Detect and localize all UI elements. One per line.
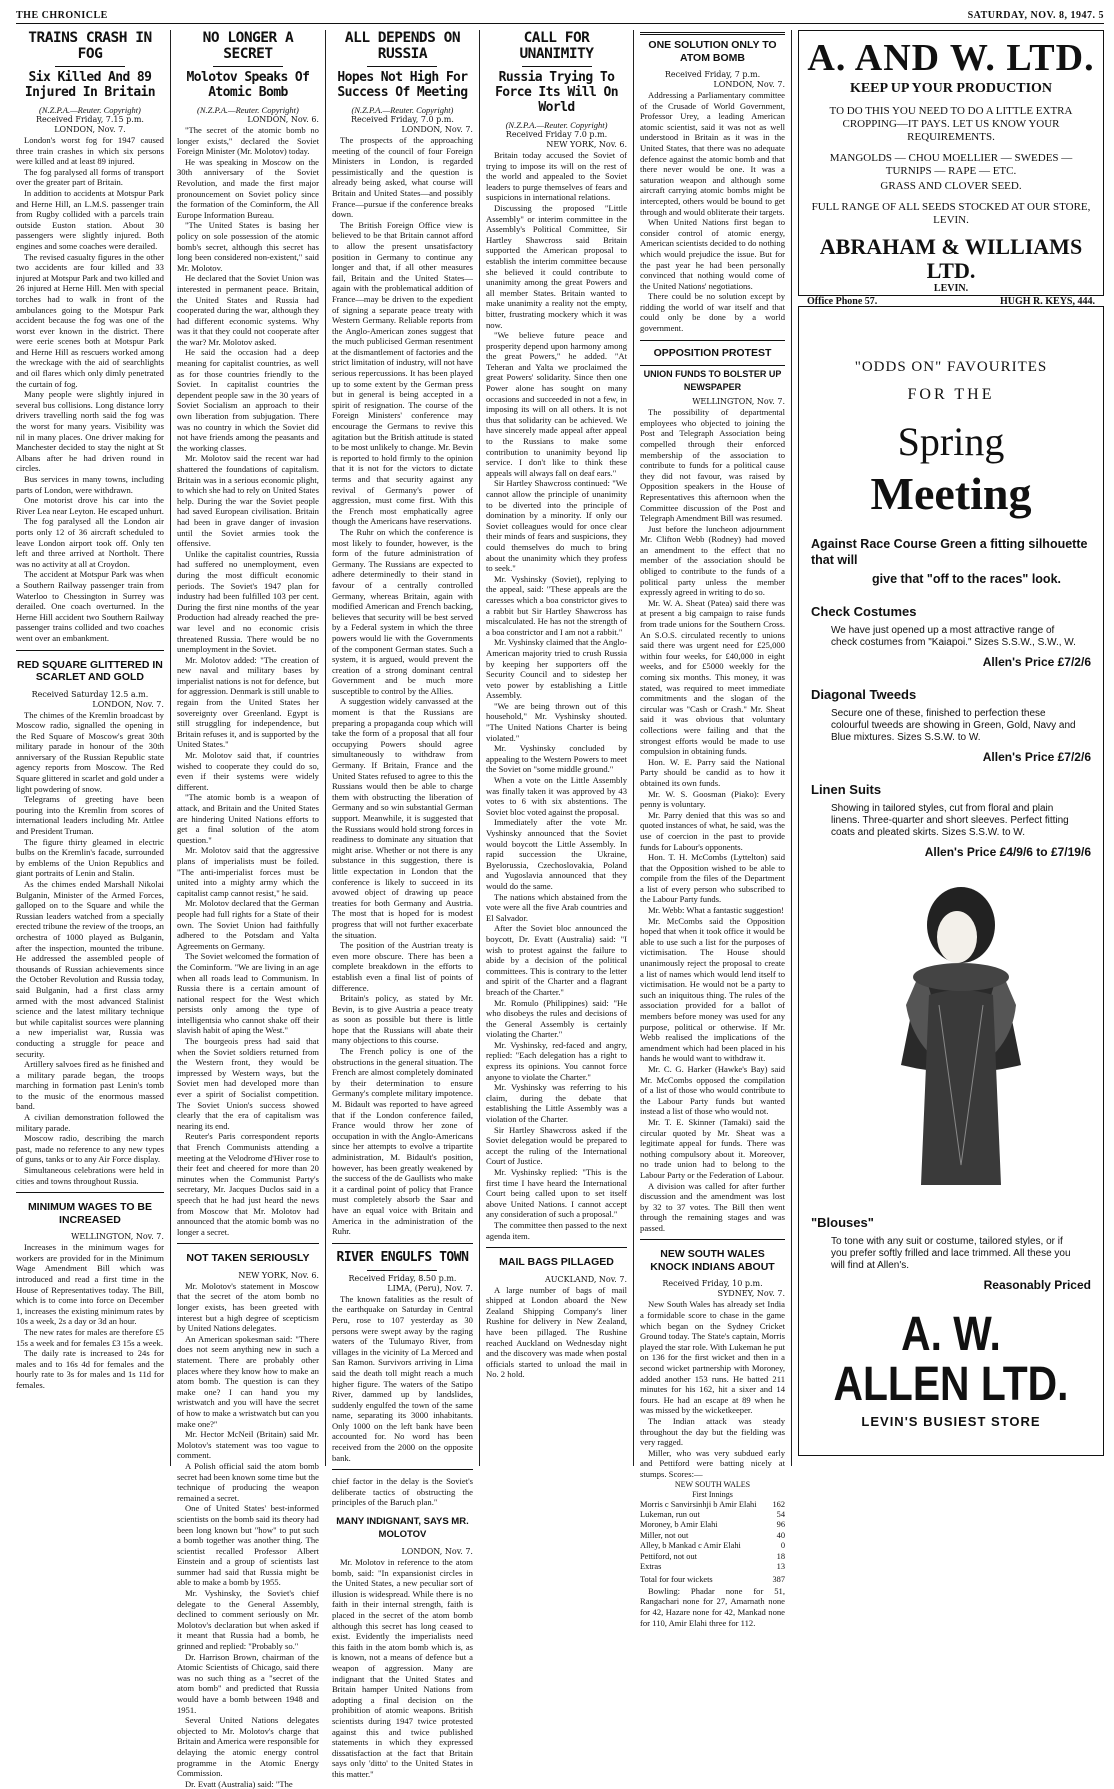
fashion-illustration (811, 865, 1091, 1215)
paragraph: Mr. C. G. Harker (Hawke's Bay) said Mr. McCombs opposed the compilation of a list of those who would contribute to the Labour Party funds but wanted instead a list of those who would not. (640, 1063, 785, 1117)
paragraph: "The United States is basing her policy on sole possession of the atomic bomb's secret, although this secret has long been considered non-existent," said Mr. Molotov. (176, 220, 319, 273)
column-2 (171, 30, 326, 1789)
dateline: LONDON, Nov. 6. (247, 115, 319, 124)
paragraph: Mr. Molotov said that the aggressive plans of imperialists must be foiled. "The anti-imperialist forces must be united into a mighty army which the capitalist camp cannot resist," he said. (176, 845, 319, 898)
paragraph: Moscow radio, describing the march past, made no reference to any new types of guns, tanks or to any Air Force display. (16, 1133, 164, 1165)
paragraph: Unlike the capitalist countries, Russia had suffered no unemployment, even during the most difficult economic periods. The Soviet's 1947 plan for industry had been fulfilled 103 per cent. During the first nine months of the year Production had already reached the pre-war level and no economic crisis threatened Russia. There would be no unemployment in the Soviet. (176, 548, 319, 655)
subhead: RIVER ENGULFS TOWN (336, 1249, 469, 1265)
deck: Hopes Not High For Success Of Meeting (337, 70, 468, 100)
paragraph: A Polish official said the atom bomb secret had been known some time but the technique of producing the weapon remained a secret. (176, 1460, 319, 1503)
ad-brand: A. AND W. LTD. (807, 37, 1095, 79)
paragraph: A civilian demonstration followed the military parade. (16, 1112, 164, 1133)
paragraph: Mr. Molotov added: "The creation of new naval and military bases by imperialist nations is not for defence, but for aggression. Denmark is still unable to regain from the United States her sovereignty over Greenland. Egypt is still struggling for independence, but Britain refuses it, and is supported by the United States." (176, 654, 319, 750)
article-body (177, 125, 319, 1237)
divider (16, 650, 164, 651)
scorecard-total (640, 1575, 785, 1585)
paragraph: When a vote on the Little Assembly was finally taken it was approved by 43 votes to 6 with six abstentions. The Soviet bloc voted against the proposal. (485, 775, 628, 817)
column-4 (480, 30, 634, 1466)
article-body (177, 1281, 319, 1789)
dateline: SYDNEY, Nov. 7. (717, 1289, 785, 1299)
paragraph: An American spokesman said: "There does not seem anything new in such a statement. There are probably other places where they know how to make an atom bomb. The question is can they make one? I can hand you my wristwatch and you will have the secret of how to make a wristwatch but can you make one?" (176, 1333, 319, 1429)
batsman: Alley, b Mankad c Amir Elahi (640, 1541, 741, 1551)
paragraph: Mr. T. E. Skinner (Tamaki) said the circular quoted by Mr. Sheat was a legitimate appeal for funds. There was nothing compulsory about it. Moreover, no trade union had to belong to the Labour Party or the Federation of Labour. (640, 1116, 785, 1180)
scorecard-row (640, 1510, 785, 1520)
column-1 (16, 30, 171, 1466)
paragraph: "The atomic bomb is a weapon of attack, and Britain and the United States are hindering United Nations efforts to get a final solution of the atom question." (176, 792, 319, 845)
headline: NO LONGER A SECRET (202, 30, 294, 62)
paragraph: The Ruhr on which the conference is most likely to founder, however, is the form of the future administration of Germany. The Russians are expected to adhere determinedly to their stand in favour of a centrally controlled Germany, whereas Britain, again with modified American and French backing, believes that security will be best served by a Federal system in which the three powers would lie with the Governments of the component German states. Such a system, it is argued, would prevent the creation of a strong dominant central Government and be much more susceptible to control by the Allies. (331, 526, 473, 696)
article-body (486, 150, 627, 1241)
paragraph: Mr. McCombs said the Opposition hoped that when it took office it would be able to use such a list for the purposes of victimisation. The House should unanimously reject the proposal to create a list of names which would lend itself to victimisation. He would not be a party to such an iniquitous thing. The rules of the association provided for a ballot of members before money was used for any purpose, political or otherwise. If Mr. Webb realised the implications of the amendment which had been placed in his hands he would want to withdraw it. (640, 915, 785, 1064)
paragraph: Discussing the proposed "Little Assembly" or interim committee in the Assembly's Political Committee, Sir Hartley Shawcross said Britain supported the American proposal to establish the interim committee because she believed it could contribute to unanimity among the great Powers and all member States. Britain wanted to make unanimity a reality not the empty, bitter, frustrating mockery which it was now. (485, 202, 628, 330)
paragraph: Mr. Vyshinsky (Soviet), replying to the appeal, said: "These appeals are the caresses which a boa constrictor gives to a rabbit but Sir Hartley Shawcross has miscalculated. He has not the strength of a boa constrictor and I am not a rabbit." (485, 573, 628, 637)
article-continuation (332, 1476, 473, 1508)
runs: 96 (776, 1520, 785, 1530)
paragraph: Increases in the minimum wages for workers are provided for in the Minimum Wage Amendment Bill which was introduced and read a first time in the House of Representatives today. The Bill, which is to come into force on December 1, increases the existing minimum rates by 10s a week, 2s a day or 3d an hour. (16, 1242, 164, 1327)
subhead: RED SQUARE GLITTERED IN SCARLET AND GOLD (17, 658, 163, 683)
paragraph: The committee then passed to the next agenda item. (485, 1219, 628, 1241)
ad-headline: "ODDS ON" FAVOURITES (854, 359, 1048, 375)
dateline: LONDON, Nov. 7. (401, 1547, 473, 1557)
received: Received Friday, 10 p.m. (662, 1279, 763, 1289)
paragraph: The prospects of the approaching meeting of the council of four Foreign Ministers in London, is regarded pessimistically and the question is already being asked, what course will Britain and United States—and possibly France—pursue if the conference breaks down. (331, 135, 473, 220)
received: Received Friday, 7.0 p.m. (351, 115, 454, 124)
received: Received Friday, 7 p.m. (664, 70, 761, 79)
paragraph: The new rates for males are therefore £5 15s a week and for females £3 15s a week. (16, 1326, 164, 1348)
paragraph: The chimes of the Kremlin broadcast by Moscow radio, signalled the opening in the Red Square of Moscow's great 30th military parade in honour of the 30th anniversary of the Russian Republic state agency reports from Moscow. The Red Square glittered in scarlet and gold under a light powdering of snow. (16, 709, 164, 794)
received: Received Friday, 7.15 p.m. (35, 115, 144, 124)
paragraph: Mr. Vyshinsky concluded by appealing to the Western Powers to meet the Soviet on "some middle ground." (485, 743, 628, 775)
runs: 162 (772, 1499, 785, 1509)
scorecard (640, 1480, 785, 1629)
ad-blouses-desc: To tone with any suit or costume, tailored styles, or if you prefer softly frilled and lace trimmed. All these you will find at Allen's. (831, 1236, 1071, 1271)
subhead: MAIL BAGS PILLAGED (499, 1256, 614, 1269)
ad-manager: HUGH R. KEYS, 444. (999, 296, 1095, 307)
ad-item-price: Allen's Price £7/2/6 (982, 750, 1091, 764)
paragraph: Mr. Vyshinsky replied: "This is the first time I have heard the International Court being called upon to set itself above United Nations. I cannot accept any consideration of such a proposal." (485, 1167, 628, 1220)
subhead: OPPOSITION PROTEST (653, 346, 772, 359)
ad-tagline-2: give that "off to the races" look. (872, 572, 1061, 586)
subhead: NEW SOUTH WALES KNOCK INDIANS ABOUT (650, 1248, 775, 1273)
ad-blouses-title: "Blouses" (811, 1215, 874, 1230)
paragraph: The possibility of departmental employees who objected to joining the Post and Telegraph Association being compelled through their enforced membership of the association to contribute to funds for a political cause they did not favour, was raised by Opposition speakers in the House of Representatives this afternoon when the Committee discussion of the Post and Telegraph Amendment Bill was resumed. (640, 407, 785, 524)
paragraph: Hon. T. H. McCombs (Lyttelton) said that the Opposition wished to be able to compile from the files of the Department a list of every person who subscribed to the Labour Party funds. (640, 852, 785, 905)
paragraph: A division was called for after further discussion and the amendment was lost by 32 to 37 votes. The Bill then went through the remaining stages and was passed. (640, 1180, 785, 1233)
divider (177, 1243, 319, 1244)
credit: (N.Z.P.A.—Reuter. Copyright) (351, 105, 454, 115)
batsman: Moroney, b Amir Elahi (640, 1520, 718, 1530)
paragraph: The bourgeois press had said that when the Soviet soldiers returned from the Western front, they would be impressed by Western ways, but the Soviet men had developed more than ever a spirit of Socialist competition. The Soviet Union's success showed clearly that the era of capitalism was nearing its end. (176, 1036, 319, 1131)
ad-item-desc: Secure one of these, finished to perfection these colourful tweeds are showing in Green, Gold, Navy and Blue mixtures. Sizes S.S.W. to W. (831, 708, 1076, 743)
deck: Russia Trying To Force Its Will On World (495, 70, 618, 115)
runs: 54 (776, 1509, 785, 1519)
batsman: Extras (640, 1562, 662, 1571)
ad-for-the: FOR THE (907, 386, 995, 403)
paragraph: Mr. Webb: What a fantastic suggestion! (648, 905, 784, 916)
paragraph: Mr. W. A. Sheat (Patea) said there was at present a big campaign to raise funds from trade unions for the Southern Cross. An S.O.S. circulated recently to unions said there was urgent need for £25,000 within four weeks, for £40,000 in eight weeks, and for £5000 weekly for the coming six months. This money, it was stated, was required to meet immediate commitments and the slogan of the circular was "Cash or Crash." Mr. Sheat said it was obvious that voluntary collections were failing and that the strongest efforts would be made to use compulsion in obtaining funds. (640, 597, 785, 757)
paragraph: Bus services in many towns, including parts of London, were withdrawn. (16, 474, 164, 495)
ad-allens (798, 306, 1104, 1456)
divider (16, 1192, 164, 1193)
ad-meeting: Meeting (870, 468, 1032, 519)
article-body (640, 90, 785, 334)
paragraph: When United Nations first began to consider control of atomic energy, American scientists decided to do nothing which would prejudice the issue. But for the past year he had been personally convinced that nothing would come of the United Nations' negotiations. (640, 217, 785, 291)
article-body (486, 1285, 627, 1380)
scorecard-row (640, 1562, 785, 1572)
subhead: NOT TAKEN SERIOUSLY (186, 1252, 310, 1265)
paragraph: The accident at Motspur Park was when a Southern Railway passenger train from Waterloo to Chessington in Surrey was derailed. One coach overturned. In the Herne Hill accident two Southern Railway passenger trains collided and two coaches went over an embankment. (16, 569, 164, 643)
divider (640, 340, 785, 341)
paragraph: There could be no solution except by ridding the world of war itself and that could only be done by a world government. (640, 291, 785, 334)
divider (640, 32, 785, 35)
paragraph: Reuter's Paris correspondent reports that French Communists attending a meeting at the Velodrome d'Hiver rose to their feet and cheered for more than 20 minutes when the Communist Party's secretary, Mr. Jacques Duclos said in a speech that he had just heard the news from Moscow that Mr. Molotov had announced that the atomic bomb was no longer a secret. (176, 1131, 319, 1237)
divider (213, 66, 283, 67)
paragraph: Just before the luncheon adjournment Mr. Clifton Webb (Rodney) had moved an amendment to the effect that no member of the association should be obliged to contribute to the funds of a political party unless the member expressly agreed in writing to do so. (640, 523, 785, 598)
paragraph: The known fatalities as the result of the earthquake on Saturday in Central Peru, rose to 107 yesterday as 30 persons were swept away by the raging waters of the Tulumayo River, from villages in the vicinity of La Merced and San Ramon. Survivors arriving in Lima said the death toll might reach a much higher figure. The waters of the Satipo River, dammed up by landslides, suddenly engulfed the town of the same name, separating its 3000 inhabitants. Only 1000 on the left bank have been accounted for. No word has been received from the 2000 on the opposite bank. (331, 1293, 473, 1463)
subhead: MANY INDIGNANT, SAYS MR. MOLOTOV (336, 1516, 469, 1540)
paragraph: Several United Nations delegates objected to Mr. Molotov's charge that Britain and America were responsible for delaying the atomic energy control programme in the Atomic Energy Commission. (176, 1715, 319, 1779)
headline: CALL FOR UNANIMITY (519, 30, 594, 62)
batsman: Lukeman, run out (640, 1509, 700, 1519)
ad-blouses-price: Reasonably Priced (983, 1278, 1091, 1292)
dateline: NEW YORK, Nov. 6. (238, 1270, 319, 1280)
batsman: Pettiford, not out (640, 1551, 698, 1561)
paragraph: Mr. Molotov declared that the German people had full rights for a State of their own. The Soviet Union had faithfully adhered to the Potsdam and Yalta Agreements on Germany. (176, 898, 319, 951)
paragraph: Dr. Harrison Brown, chairman of the Atomic Scientists of Chicago, said there was no such thing as a "secret of the atom bomb" and predicted that Russia would have a bomb between 1948 and 1951. (176, 1651, 319, 1715)
article-body (640, 407, 785, 1233)
columns (16, 30, 1104, 1789)
paragraph: Many people were slightly injured in several bus collisions. Long distance lorry drivers travelling north said the fog was the worst for many years. Visibility was nil in many places. One driver making for Manchester decided to stay the night at St Albans after he had driven round in circles. (16, 389, 164, 474)
paragraph: Mr. Parry denied that this was so and quoted instances of what, he said, was the use of coercion in the past to provide funds for Labour's opponents. (640, 809, 785, 852)
paragraph: London's worst fog for 1947 caused three train crashes in which six persons were killed and at least 89 injured. (16, 135, 164, 167)
paragraph: After the Soviet bloc announced the boycott, Dr. Evatt (Australia) said: "I wish to protest against the failure to abide by a decision of the political committees. This is contrary to the letter and spirit of the Charter and a flagrant breach of the Charter." (485, 923, 628, 997)
divider (55, 66, 125, 67)
dateline: LONDON, Nov. 7. (713, 80, 785, 89)
scorecard-rows (640, 1500, 785, 1573)
scorecard-title: NEW SOUTH WALES (674, 1479, 751, 1489)
ad-item-title: Diagonal Tweeds (811, 687, 917, 702)
subhead: MINIMUM WAGES TO BE INCREASED (27, 1201, 152, 1226)
paragraph: One of United States' best-informed scientists on the bomb said its theory had been long known but "how" to put such a bomb together was another thing. The scientist recalled Professor Albert Einstein and a group of scientists last summer had said that Russia might be able to make a bomb by 1955. (176, 1503, 319, 1588)
paragraph: He declared that the Soviet Union was interested in permanent peace. Britain, the United States and Russia had cooperated during the war, although they had different economic systems. Why was it that they could not cooperate after the war? Mr. Molotov asked. (176, 273, 319, 347)
scorecard-row (640, 1500, 785, 1510)
ad-item-price: Allen's Price £4/9/6 to £7/19/6 (924, 845, 1091, 859)
dateline: WELLINGTON, Nov. 7. (71, 1232, 164, 1242)
dateline: LONDON, Nov. 7. (92, 699, 164, 709)
paragraph: Mr. Vyshinsky, the Soviet's chief delegate to the General Assembly, declined to comment seriously on Mr. Molotov's declaration but when asked if it meant that Russia had a bomb, he grinned and replied: "Probably so." (176, 1588, 319, 1652)
paragraph: Mr. Romulo (Philippines) said: "He who disobeys the rules and decisions of the General Assembly is certainly violating the Charter." (485, 997, 628, 1040)
ad-spring: Spring (897, 419, 1005, 464)
ad-item-desc: We have just opened up a most attractive range of check costumes from "Kaiapoi." Sizes S.S.W., S.W., W. (831, 625, 1076, 648)
paragraph: Artillery salvoes fired as he finished and a military parade began, the troops marching in formation past Lenin's tomb to the music of the enormous massed band. (16, 1059, 164, 1112)
paragraph: Mr. Vyshinsky was referring to his claim, during the debate that establishing the Little Assembly was a violation of the Charter. (485, 1082, 628, 1125)
batsman: Miller, not out (640, 1530, 689, 1540)
paragraph: Mr. Vyshinsky, red-faced and angry, replied: "Each delegation has a right to express its opinions. You cannot force anyone to violate the Charter." (485, 1039, 628, 1082)
paragraph: Mr. Molotov said the recent war had shattered the foundations of capitalism. Britain was in a serious economic plight, to which she had to rely on United States help. During the war the Soviet people had saved European civilisation. Britain had been in grave danger of invasion until the Soviet armies took the offensive. (176, 453, 319, 549)
received: Received Saturday 12.5 a.m. (31, 689, 149, 699)
ad-item-desc: Showing in tailored styles, cut from floral and plain linens. Three-quarter and short sleeves. Perfect fitting coats and pleated skirts. Sizes S.S.W. to W. (831, 803, 1069, 838)
scorecard-subtitle: First Innings (692, 1489, 733, 1499)
dateline: NEW YORK, Nov. 6. (546, 140, 628, 149)
ad-text: GRASS AND CLOVER SEED. (880, 180, 1022, 192)
article-body (332, 1557, 473, 1779)
runs: 40 (776, 1530, 785, 1540)
paragraph: Hon. W. E. Parry said the National Party should be candid as to how it obtained its own funds. (640, 756, 785, 788)
paragraph: He said the occasion had a deep meaning for capitalist countries, as well as for those countries friendly to the Soviet. In capitalist countries the dependent people saw in the 30 years of Soviet Socialism an approach to their own liberation from subjugation. There was no country in which the Soviet did not have friends among the peasants and the working classes. (176, 347, 319, 453)
article-body (16, 710, 164, 1187)
ad-phone: Office Phone 57. (807, 296, 878, 307)
article-body (16, 1242, 164, 1390)
paragraph: Addressing a Parliamentary committee of the Crusade of World Government, Professor Urey, a leading American atomic scientist, said it was not as well understood in Britain as it was in the United States, that there was no adequate defence against the atomic bomb and that there never would be one. It was a saturation weapon and although some aircraft carrying atomic bombs might be intercepted, others would be bound to get through and would obliterate their targets. (640, 90, 785, 217)
paragraph: A suggestion widely canvassed at the moment is that the Russians are preparing a propaganda coup which will take the form of a proposal that all four occupying Powers should agree simultaneously to withdraw from Germany. If Britain, France and the United States refused to agree to this the Russians would then be able to charge them with obstructing the liberation of Germany and so win substantial German support. Meanwhile, it is suggested that the Russians would hold strong forces in readiness to dominate any situation that might arise. Whether or not there is any substance in this suggestion, there is little expectation in London that the conference is likely to succeed in its avowed object of drawing up peace treaties for both Germany and Austria. The most that is hoped for is modest progress that will not further exacerbate the situation. (331, 696, 473, 940)
article-body (16, 135, 164, 644)
ad-item-title: Linen Suits (811, 782, 882, 797)
paragraph: As the chimes ended Marshall Nikolai Bulganin, Minister of the Armed Forces, galloped on to the Square and while the Russian leaders watched from a specially erected tribune the review of the troops, an orchestra of 1000 played as Bulganin, after the inspection, mounted the tribune. He addressed the assembled people of thousands of Russian achievements since the October Revolution and Russia today, said Bulganin, had a first class army armed with the most advanced Stalinist science and the latest military technique but while capitalist sources were planning a new imperialist war, Russia was conducting a struggle for peace and security. (16, 879, 164, 1059)
paragraph: The French policy is one of the obstructions in the general situation. The French are almost completely dominated by their determination to ensure Germany's complete military impotence. M. Bidault was reported to have agreed that if the London conference failed, France would throw her zone of occupation in with the Anglo-Americans since her attempts to evolve a tripartite administration, M. Bidault's position, however, has been greatly weakened by the success of the de Gaullists who make it a cardinal point of policy that France must completely absorb the Saar and have an equal voice with Britain and America in the administration of the Ruhr. (331, 1046, 473, 1237)
runs: 18 (776, 1551, 785, 1561)
ad-text: TO DO THIS YOU NEED TO DO A LITTLE EXTRA CROPPING—IT PAYS. LET US KNOW YOUR REQUIREMENTS. (829, 105, 1073, 143)
paragraph: Mr. Molotov in reference to the atom bomb, said: "In expansionist circles in the United States, a new peculiar sort of illusion is widespread. While there is no faith in their internal strength, faith is placed in the secret of the atom bomb although this secret has long ceased to exist. Evidently the imperialists need this faith in the atom bomb which is, as is known, not a means of defence but a weapon of aggression. Many are indignant that the United States and Britain hamper United Nations from adopting a final decision on the prohibition of atomic weapons. British scientists during 1947 twice protested against this and twice published statements in which they expressed dissatisfaction at the fact that Britain says only 'ditto' to the United States in this matter." (331, 1557, 473, 1779)
paragraph: Sir Hartley Shawcross asked if the Soviet delegation would be prepared to accept the ruling of the International Court of Justice. (485, 1124, 628, 1167)
ad-item-title: Check Costumes (811, 604, 917, 619)
deck: Molotov Speaks Of Atomic Bomb (186, 70, 310, 100)
paragraph: One motorist drove his car into the River Lea near Leyton. He escaped unhurt. (16, 495, 164, 516)
paragraph: In addition to accidents at Motspur Park and Herne Hill, an L.M.S. passenger train from Rugby collided with a parcels train outside Euston station. About 30 passengers were slightly injured. Both engines and some coaches were derailed. (16, 187, 164, 251)
masthead-date: SATURDAY, NOV. 8, 1947. 5 (967, 10, 1104, 21)
woman-in-fur-illustration (811, 865, 1099, 1205)
ad-abraham-williams (798, 30, 1104, 307)
bowling-text: Bowling: Phadar none for 51, Rangachari none for 27, Amarnath none for 42, Hazare none for 42, Mankad none for 110, Amir Elahi three for 112. (640, 1585, 785, 1628)
dateline: AUCKLAND, Nov. 7. (544, 1274, 628, 1284)
paragraph: Immediately after the vote Mr. Vyshinsky announced that the Soviet would boycott the Little Assembly. In rapid succession the Ukraine, Byelorussia, Czechoslovakia, Poland and Yugoslavia announced that they would do the same. (485, 817, 628, 891)
paragraph: The fog paralysed all the London air ports only 12 of 36 aircraft scheduled to leave London airport took off. Only ten left and three arrived at Northolt. There was no activity at all at Croydon. (16, 516, 164, 569)
paragraph: He was speaking in Moscow on the 30th anniversary of the Soviet Revolution, and made the first major pronouncement on Soviet policy since the formation of the Cominform, the All Europe Information Bureau. (176, 156, 319, 220)
ad-text: FULL RANGE OF ALL SEEDS STOCKED AT OUR STORE, LEVIN. (811, 201, 1091, 226)
total-runs: 387 (772, 1575, 785, 1585)
dateline: LONDON, Nov. 7. (54, 125, 126, 134)
credit: (N.Z.P.A.—Reuter. Copyright) (39, 105, 141, 115)
deck: Six Killed And 89 Injured In Britain (24, 70, 156, 100)
divider (367, 66, 437, 67)
paragraph: The nations which abstained from the vote were all the five Arab countries and El Salvador. (485, 891, 628, 923)
paragraph: The fog paralysed all forms of transport over the greater part of Britain. (16, 166, 164, 188)
credit: (N.Z.P.A.—Reuter. Copyright) (197, 105, 299, 115)
runs: 0 (780, 1541, 785, 1551)
paragraph: Simultaneous celebrations were held in cities and towns throughout Russia. (16, 1165, 164, 1186)
dateline: WELLINGTON, Nov. 7. (692, 397, 785, 407)
credit: (N.Z.P.A.—Reuter. Copyright) (505, 120, 608, 130)
scorecard-row (640, 1520, 785, 1530)
paragraph: Mr. Molotov's statement in Moscow that the secret of the atom bomb no longer exists, has been greeted with interest but a high degree of scepticism by United Nations delegates. (176, 1280, 319, 1334)
column-3 (326, 30, 480, 1779)
paragraph: Sir Hartley Shawcross continued: "We cannot allow the principle of unanimity to be diverted into the principle of domination by a minority. If only our Soviet colleagues would for once clear their minds of fears and suspicions, they could themselves do much to bring about the unanimity which they profess to seek." (485, 478, 628, 574)
ad-store-tagline: LEVIN'S BUSIEST STORE (861, 1414, 1041, 1429)
paragraph: The British Foreign Office view is believed to be that Britain cannot afford to allow the present unsatisfactory position in Germany to continue any longer and that, if all other measures fail, Britain and the United States—again with the problematical addition of France—may be driven to the expedient of signing a separate peace treaty with Western Germany. Reliable reports from the Anglo-American zones suggest that the much publicised German resentment at the dismantlement of factories and the strict limitation of industry, will not have serious repercussions. It has been played up to some extent by the German press but in general is being accepted in a spirit of resignation. The course of the Foreign Ministers' conference may encourage the Germans to revive this agitation but the British attitude is stated to be most unlikely to change. Mr. Bevin is reported to hold firmly to the opinion that it is not for the victors to dictate terms and that security against any revival of Germany's power of aggression, must come first. With this the French most emphatically agree though the Americans have reservations. (331, 219, 473, 527)
article-body (332, 1294, 473, 1464)
paragraph: The Indian attack was steady throughout the day but the fielding was very ragged. (640, 1416, 785, 1448)
masthead-title: THE CHRONICLE (16, 10, 108, 21)
headline: ALL DEPENDS ON RUSSIA (344, 30, 461, 62)
masthead (16, 6, 1104, 24)
paragraph: Britain's policy, as stated by Mr. Bevin, is to give Austria a peace treaty as soon as possible but there is little hope that the Russians will abate their many objections to this course. (331, 993, 473, 1046)
article-body (640, 1299, 785, 1479)
received: Received Friday, 8.50 p.m. (348, 1273, 457, 1283)
paragraph: "The secret of the atomic bomb no longer exists," declared the Soviet Foreign Minister (Mr. Molotov) today. (176, 125, 319, 157)
divider (332, 1469, 473, 1470)
received: Received Friday 7.0 p.m. (505, 130, 608, 139)
paragraph: Dr. Evatt (Australia) said: "The (184, 1778, 293, 1789)
headline: TRAINS CRASH IN FOG (28, 30, 152, 62)
article-body (332, 135, 473, 1237)
ad-town: LEVIN. (933, 283, 969, 294)
paragraph: Telegrams of greeting have been pouring into the Kremlin from scores of international leaders including Mr. Attlee and President Truman. (16, 794, 164, 837)
divider (367, 1270, 437, 1271)
subhead-secondary: UNION FUNDS TO BOLSTER UP NEWSPAPER (643, 369, 782, 392)
paragraph: Mr. Molotov said that, if countries wished to cooperate they could do so, even if their systems were widely different. (176, 750, 319, 792)
total-label: Total for four wickets (640, 1575, 713, 1585)
dateline: LIMA, (Peru), Nov. 7. (387, 1283, 473, 1293)
scorecard-row (640, 1541, 785, 1551)
divider (486, 1247, 627, 1248)
paragraph: "We believe future peace and prosperity depend upon harmony among the great Powers," he added. "At Teheran and Yalta we proclaimed the great Powers' solidarity. Since then one Power alone has sought on many occasions and succeeded in not a few, in imposing its will on all others. It is not thus that solidarity can be achieved. We have sincerely made appeal after appeal to the Russians to make some contribution to unanimity beyond lip service. I don't like to think these appeals will always fall on deaf ears." (485, 330, 628, 478)
paragraph: Mr. W. S. Goosman (Piako): Every penny is voluntary. (640, 788, 785, 810)
paragraph: Mr. Hector McNeil (Britain) said Mr. Molotov's statement was too vague to comment. (176, 1429, 319, 1461)
continued-text: chief factor in the delay is the Soviet's deliberate tactics of obstructing the principles of the Baruch plan." (331, 1476, 473, 1508)
paragraph: New South Wales has already set India a formidable score to chase in the game which began on the Sydney Cricket Ground today. The State's captain, Morris played the star role. With Lukeman he put on 136 for the first wicket and then in a second wicket partnership with Moroney, added another 153 runs. He batted 211 minutes for his 162, hit a sixer and 14 fours. He had an escape at 89 when he was missed by the wicketkeeper. (640, 1299, 785, 1416)
paragraph: Mr. Vyshinsky claimed that the Anglo-American majority tried to crush Russia by keeping her supporters off the Security Council and to sidestep her veto power by establishing a Little Assembly. (485, 637, 628, 701)
scorecard-row (640, 1531, 785, 1541)
paragraph: Britain today accused the Soviet of trying to impose its will on the rest of the world and appealed to the Soviet leaders to purge themselves of fears and suspicions in international relations. (485, 150, 628, 203)
dateline: LONDON, Nov. 7. (401, 125, 473, 134)
paragraph: The revised casualty figures in the other two accidents are four killed and 33 injured at Motspur Park and two killed and 26 injured at Herne Hill. Men with special torches had to walk in front of the ambulances going to the Motspur Park accident because the fog was one of the worst ever known in the district. There were eerie scenes both at Motspur Park and Herne Hill as rescuers worked among the wreckage with the aid of searchlights and oil flares which only dimly penetrated the curtain of fog. (16, 251, 164, 389)
ad-firm: ABRAHAM & WILLIAMS LTD. (819, 234, 1083, 283)
batsman: Morris c Sanvirsinhji b Amir Elahi (640, 1499, 757, 1509)
subhead: ONE SOLUTION ONLY TO ATOM BOMB (648, 39, 777, 64)
divider (640, 365, 785, 366)
paragraph: The daily rate is increased to 24s for males and to 16s 4d for females and the hourly rate to 3s for males and 1s 11d for females. (16, 1348, 164, 1390)
divider (640, 1239, 785, 1240)
advertisement-column (792, 30, 1104, 1466)
paragraph: The Soviet welcomed the formation of the Cominform. "We are living in an age when all roads lead to Communism. In Russia there is a certain amount of national respect for the West which persists only among the type of intelligentsia who cannot shake off their slavish habit of aping the West." (176, 951, 319, 1036)
paragraph: Miller, who was very subdued early and Pettiford were batting nicely at stumps. Scores:— (640, 1447, 785, 1479)
paragraph: A large number of bags of mail shipped at London aboard the New Zealand Shipping Company's liner Rushine for delivery in New Zealand, have been pillaged. The Rushine reached Auckland on Wednesday night and the discovery was made when postal officials started to unload the mail in No. 2 hold. (485, 1284, 628, 1380)
ad-slogan: KEEP UP YOUR PRODUCTION (849, 81, 1053, 96)
ad-text: MANGOLDS — CHOU MOELLIER — SWEDES — TURNIPS — RAPE — ETC. (829, 152, 1073, 177)
ad-store-name: A. W. ALLEN LTD. (833, 1308, 1069, 1411)
bowling-figures (640, 1586, 785, 1628)
ad-item-price: Allen's Price £7/2/6 (982, 655, 1091, 669)
divider (522, 66, 592, 67)
divider (332, 1243, 473, 1244)
runs: 13 (776, 1562, 785, 1571)
paragraph: The figure thirty gleamed in electric bulbs on the Kremlin's facade, surrounded by emblems of the Union Republics and giant portraits of Lenin and Stalin. (16, 836, 164, 879)
ad-tagline: Against Race Course Green a fitting silhouette that will (811, 537, 1088, 567)
scorecard-row (640, 1552, 785, 1562)
paragraph: "We are being thrown out of this household," Mr. Vyshinsky shouted. "The United Nations Charter is being violated." (485, 700, 628, 743)
paragraph: The position of the Austrian treaty is even more obscure. There has been a complete breakdown in the efforts to establish even a final list of points of difference. (331, 940, 473, 993)
column-5 (634, 30, 792, 1628)
